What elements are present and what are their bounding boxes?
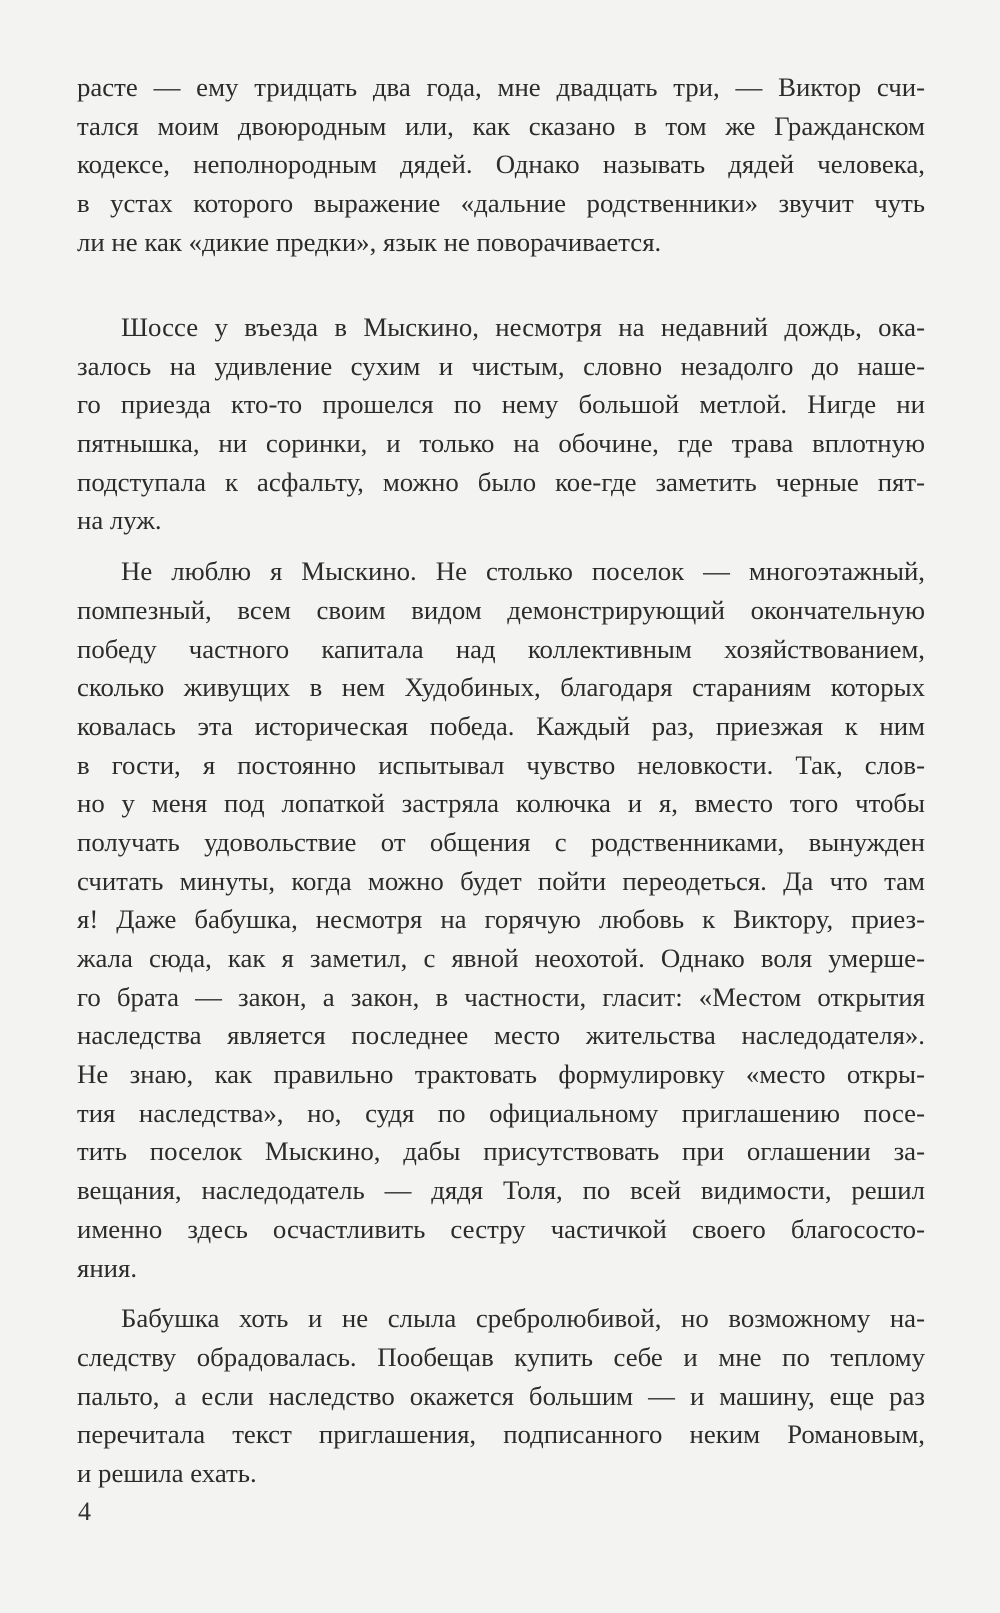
text-line: получать удовольствие от общения с родственниками, вынужден	[77, 826, 925, 857]
text-line: на луж.	[77, 505, 162, 536]
text-line: пятнышка, ни соринки, и только на обочине, где трава вплотную	[77, 428, 925, 459]
text-line: перечитала текст приглашения, подписанного неким Романовым,	[77, 1419, 925, 1450]
text-line: в устах которого выражение «дальние родственники» звучит чуть	[77, 188, 925, 219]
text-line: тался моим двоюродным или, как сказано в том же Гражданском	[77, 110, 925, 141]
text-line: яния.	[77, 1252, 138, 1283]
text-line: кодексе, неполнородным дядей. Однако называть дядей человека,	[77, 149, 925, 180]
text-line: сколько живущих в нем Худобиных, благодаря стараниям которых	[77, 672, 925, 703]
paragraph	[77, 68, 925, 261]
text-line: расте — ему тридцать два года, мне двадцать три, — Виктор счи-	[77, 72, 925, 102]
text-line: го приезда кто-то прошелся по нему большой метлой. Нигде ни	[77, 389, 925, 420]
text-line: залось на удивление сухим и чистым, словно незадолго до наше-	[77, 350, 925, 381]
text-line: вещания, наследодатель — дядя Толя, по всей видимости, решил	[77, 1175, 925, 1206]
text-line: считать минуты, когда можно будет пойти переодеться. Да что там	[77, 865, 925, 896]
text-line: следству обрадовалась. Пообещав купить себе и мне по теплому	[77, 1341, 925, 1372]
text-line: тия наследства», но, судя по официальному приглашению посе-	[77, 1097, 925, 1128]
text-block-top	[77, 68, 925, 273]
text-line: я! Даже бабушка, несмотря на горячую любовь к Виктору, приез-	[77, 904, 925, 935]
text-line: ли не как «дикие предки», язык не поворачивается.	[77, 226, 662, 257]
paragraph	[77, 552, 925, 1287]
text-line: Шоссе у въезда в Мыскино, несмотря на недавний дождь, ока-	[121, 312, 925, 342]
text-line: победу частного капитала над коллективным хозяйствованием,	[77, 633, 925, 664]
text-line: но у меня под лопаткой застряла колючка и я, вместо того чтобы	[77, 788, 925, 819]
text-line: подступала к асфальту, можно было кое-где заметить черные пят-	[77, 466, 925, 497]
text-line: Не знаю, как правильно трактовать формулировку «место откры-	[77, 1059, 925, 1090]
paragraph	[77, 1299, 925, 1492]
text-line: и решила ехать.	[77, 1457, 257, 1488]
page-number: 4	[78, 1497, 91, 1526]
text-line: именно здесь осчастливить сестру частичкой своего благососто-	[77, 1213, 925, 1244]
text-line: Не люблю я Мыскино. Не столько поселок — многоэтажный,	[121, 556, 925, 587]
text-line: пальто, а если наследство окажется большим — и машину, еще раз	[77, 1380, 925, 1411]
text-line: помпезный, всем своим видом демонстрирующий окончательную	[77, 594, 925, 625]
text-line: в гости, я постоянно испытывал чувство неловкости. Так, слов-	[77, 749, 925, 780]
text-line: тить поселок Мыскино, дабы присутствовать при оглашении за-	[77, 1136, 925, 1167]
text-line: Бабушка хоть и не слыла сребролюбивой, но возможному на-	[121, 1303, 925, 1334]
text-line: го брата — закон, а закон, в частности, гласит: «Местом открытия	[77, 981, 925, 1012]
paragraph	[77, 308, 925, 540]
text-line: жала сюда, как я заметил, с явной неохотой. Однако воля умерше-	[77, 943, 925, 973]
text-line: наследства является последнее место жительства наследодателя».	[77, 1020, 925, 1051]
text-line: ковалась эта историческая победа. Каждый раз, приезжая к ним	[77, 710, 925, 741]
text-block-main	[77, 308, 925, 1505]
